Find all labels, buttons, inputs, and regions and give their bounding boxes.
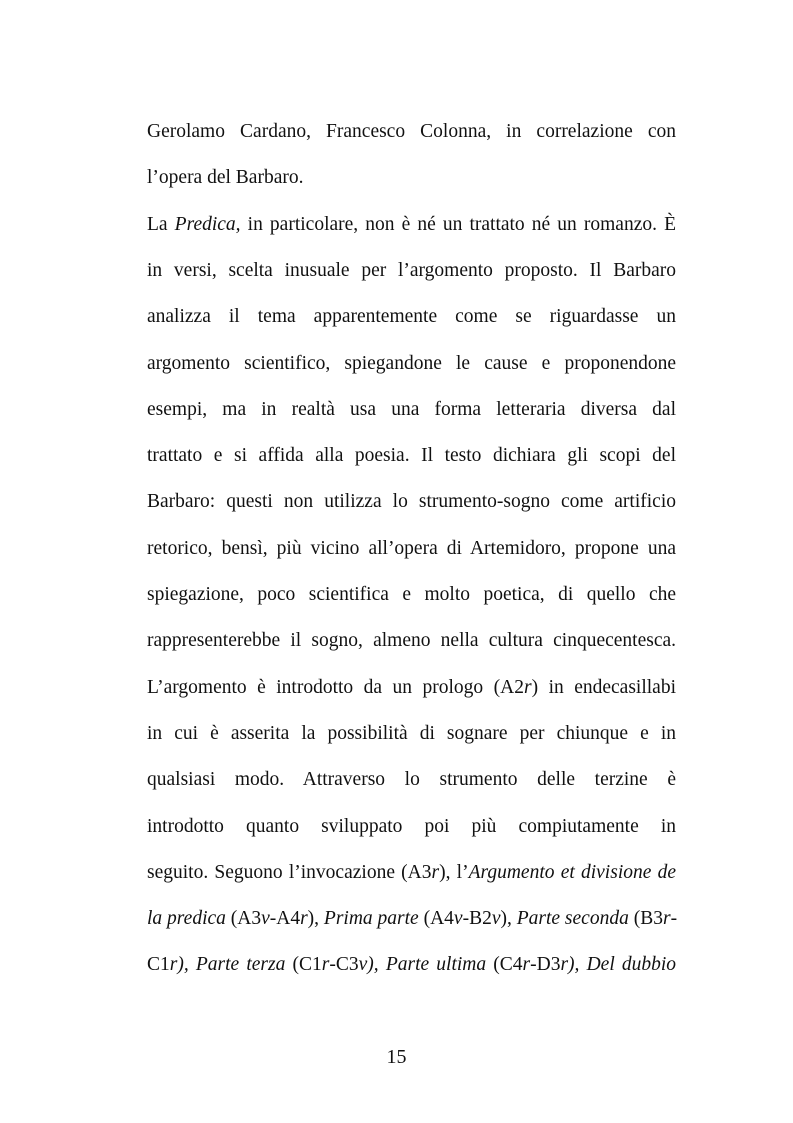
text-run: (C1 bbox=[285, 954, 322, 976]
text-line bbox=[147, 259, 676, 283]
text-line bbox=[147, 676, 676, 700]
text-line bbox=[147, 305, 676, 329]
italic-run: ), bbox=[367, 954, 379, 976]
page-number: 15 bbox=[386, 1046, 407, 1068]
text-run: esempi, ma in realtà usa una forma letteraria diversa dal bbox=[147, 398, 676, 420]
italic-run: r bbox=[560, 954, 569, 976]
text-run: qualsiasi modo. Attraverso lo strumento delle terzine è bbox=[147, 769, 676, 791]
italic-run: r bbox=[522, 954, 531, 976]
italic-run: v bbox=[491, 908, 501, 930]
italic-run: r bbox=[431, 861, 440, 883]
text-run: ), l’ bbox=[439, 861, 469, 883]
italic-run: r bbox=[321, 954, 330, 976]
text-run: C1 bbox=[147, 954, 170, 976]
text-run bbox=[579, 954, 586, 975]
text-line bbox=[147, 768, 676, 792]
text-line bbox=[147, 583, 676, 607]
text-run: ) in endecasillabi bbox=[531, 676, 676, 698]
text-run: -C3 bbox=[329, 954, 359, 976]
text-run: Gerolamo Cardano, Francesco Colonna, in correlazione con bbox=[147, 121, 676, 142]
text-run: ), bbox=[307, 908, 324, 930]
text-run: in cui è asserita la possibilità di sognare per chiunque e in bbox=[147, 722, 676, 744]
italic-run: v bbox=[261, 908, 270, 930]
italic-run: Parte ultima bbox=[385, 954, 487, 976]
text-run: argomento scientifico, spiegandone le cause e proponendone bbox=[147, 352, 676, 374]
text-line bbox=[147, 444, 676, 468]
text-run: ), bbox=[500, 908, 517, 930]
text-run: in particolare, non è né un trattato né un romanzo. È bbox=[240, 213, 676, 235]
text-line bbox=[147, 537, 676, 561]
italic-run: ), bbox=[568, 954, 580, 976]
italic-run: Parte terza bbox=[195, 954, 286, 976]
italic-run: Del dubbio bbox=[586, 954, 677, 976]
text-line bbox=[147, 120, 676, 144]
text-run: trattato e si affida alla poesia. Il testo dichiara gli scopi del bbox=[147, 445, 676, 467]
text-line bbox=[147, 722, 676, 746]
text-run bbox=[189, 954, 196, 975]
text-run: La bbox=[147, 213, 175, 235]
text-run: rappresenterebbe il sogno, almeno nella cultura cinquecentesca. bbox=[147, 630, 676, 652]
text-run: retorico, bensì, più vicino all’opera di Artemidoro, propone una bbox=[147, 537, 676, 559]
text-line bbox=[147, 815, 676, 839]
text-run: (A4 bbox=[418, 908, 454, 930]
text-line bbox=[147, 490, 676, 514]
text-run: introdotto quanto sviluppato poi più compiutamente in bbox=[147, 815, 676, 837]
text-run: (A3 bbox=[225, 908, 262, 930]
text-line bbox=[147, 861, 676, 885]
text-run bbox=[379, 954, 386, 975]
text-run: analizza il tema apparentemente come se riguardasse un bbox=[147, 306, 676, 328]
text-run: -A4 bbox=[269, 908, 301, 930]
text-run: -B2 bbox=[462, 908, 492, 930]
italic-run: r bbox=[524, 676, 532, 698]
text-run: -D3 bbox=[530, 954, 561, 976]
text-line bbox=[147, 166, 676, 190]
text-run: in versi, scelta inusuale per l’argomento proposto. Il Barbaro bbox=[147, 259, 676, 281]
text-run: L’argomento è introdotto da un prologo (A2 bbox=[147, 676, 524, 698]
text-run: Barbaro: questi non utilizza lo strumento-sogno come artificio bbox=[147, 491, 676, 513]
text-line bbox=[147, 907, 676, 931]
text-line bbox=[147, 352, 676, 376]
text-run: - bbox=[670, 908, 678, 930]
italic-run: r bbox=[169, 954, 178, 976]
text-line bbox=[147, 953, 676, 977]
italic-run: ), bbox=[177, 954, 189, 976]
text-run: (C4 bbox=[486, 954, 523, 976]
italic-run: la predica bbox=[147, 908, 226, 930]
italic-run: Argumento et divisione de bbox=[468, 861, 676, 883]
text-line bbox=[147, 629, 676, 653]
italic-run: v bbox=[358, 954, 368, 976]
italic-run: r bbox=[300, 908, 308, 930]
text-run: seguito. Seguono l’invocazione (A3 bbox=[147, 861, 432, 883]
italic-run: Predica, bbox=[174, 213, 241, 235]
italic-run: Prima parte bbox=[323, 908, 419, 930]
text-line bbox=[147, 213, 676, 237]
italic-run: r bbox=[662, 908, 671, 930]
italic-run: Parte seconda bbox=[516, 908, 629, 930]
italic-run: v bbox=[453, 908, 463, 930]
text-run: (B3 bbox=[628, 908, 663, 930]
text-run: spiegazione, poco scientifica e molto poetica, di quello che bbox=[147, 584, 676, 605]
text-run: l’opera del Barbaro. bbox=[147, 167, 304, 189]
text-line bbox=[147, 398, 676, 422]
